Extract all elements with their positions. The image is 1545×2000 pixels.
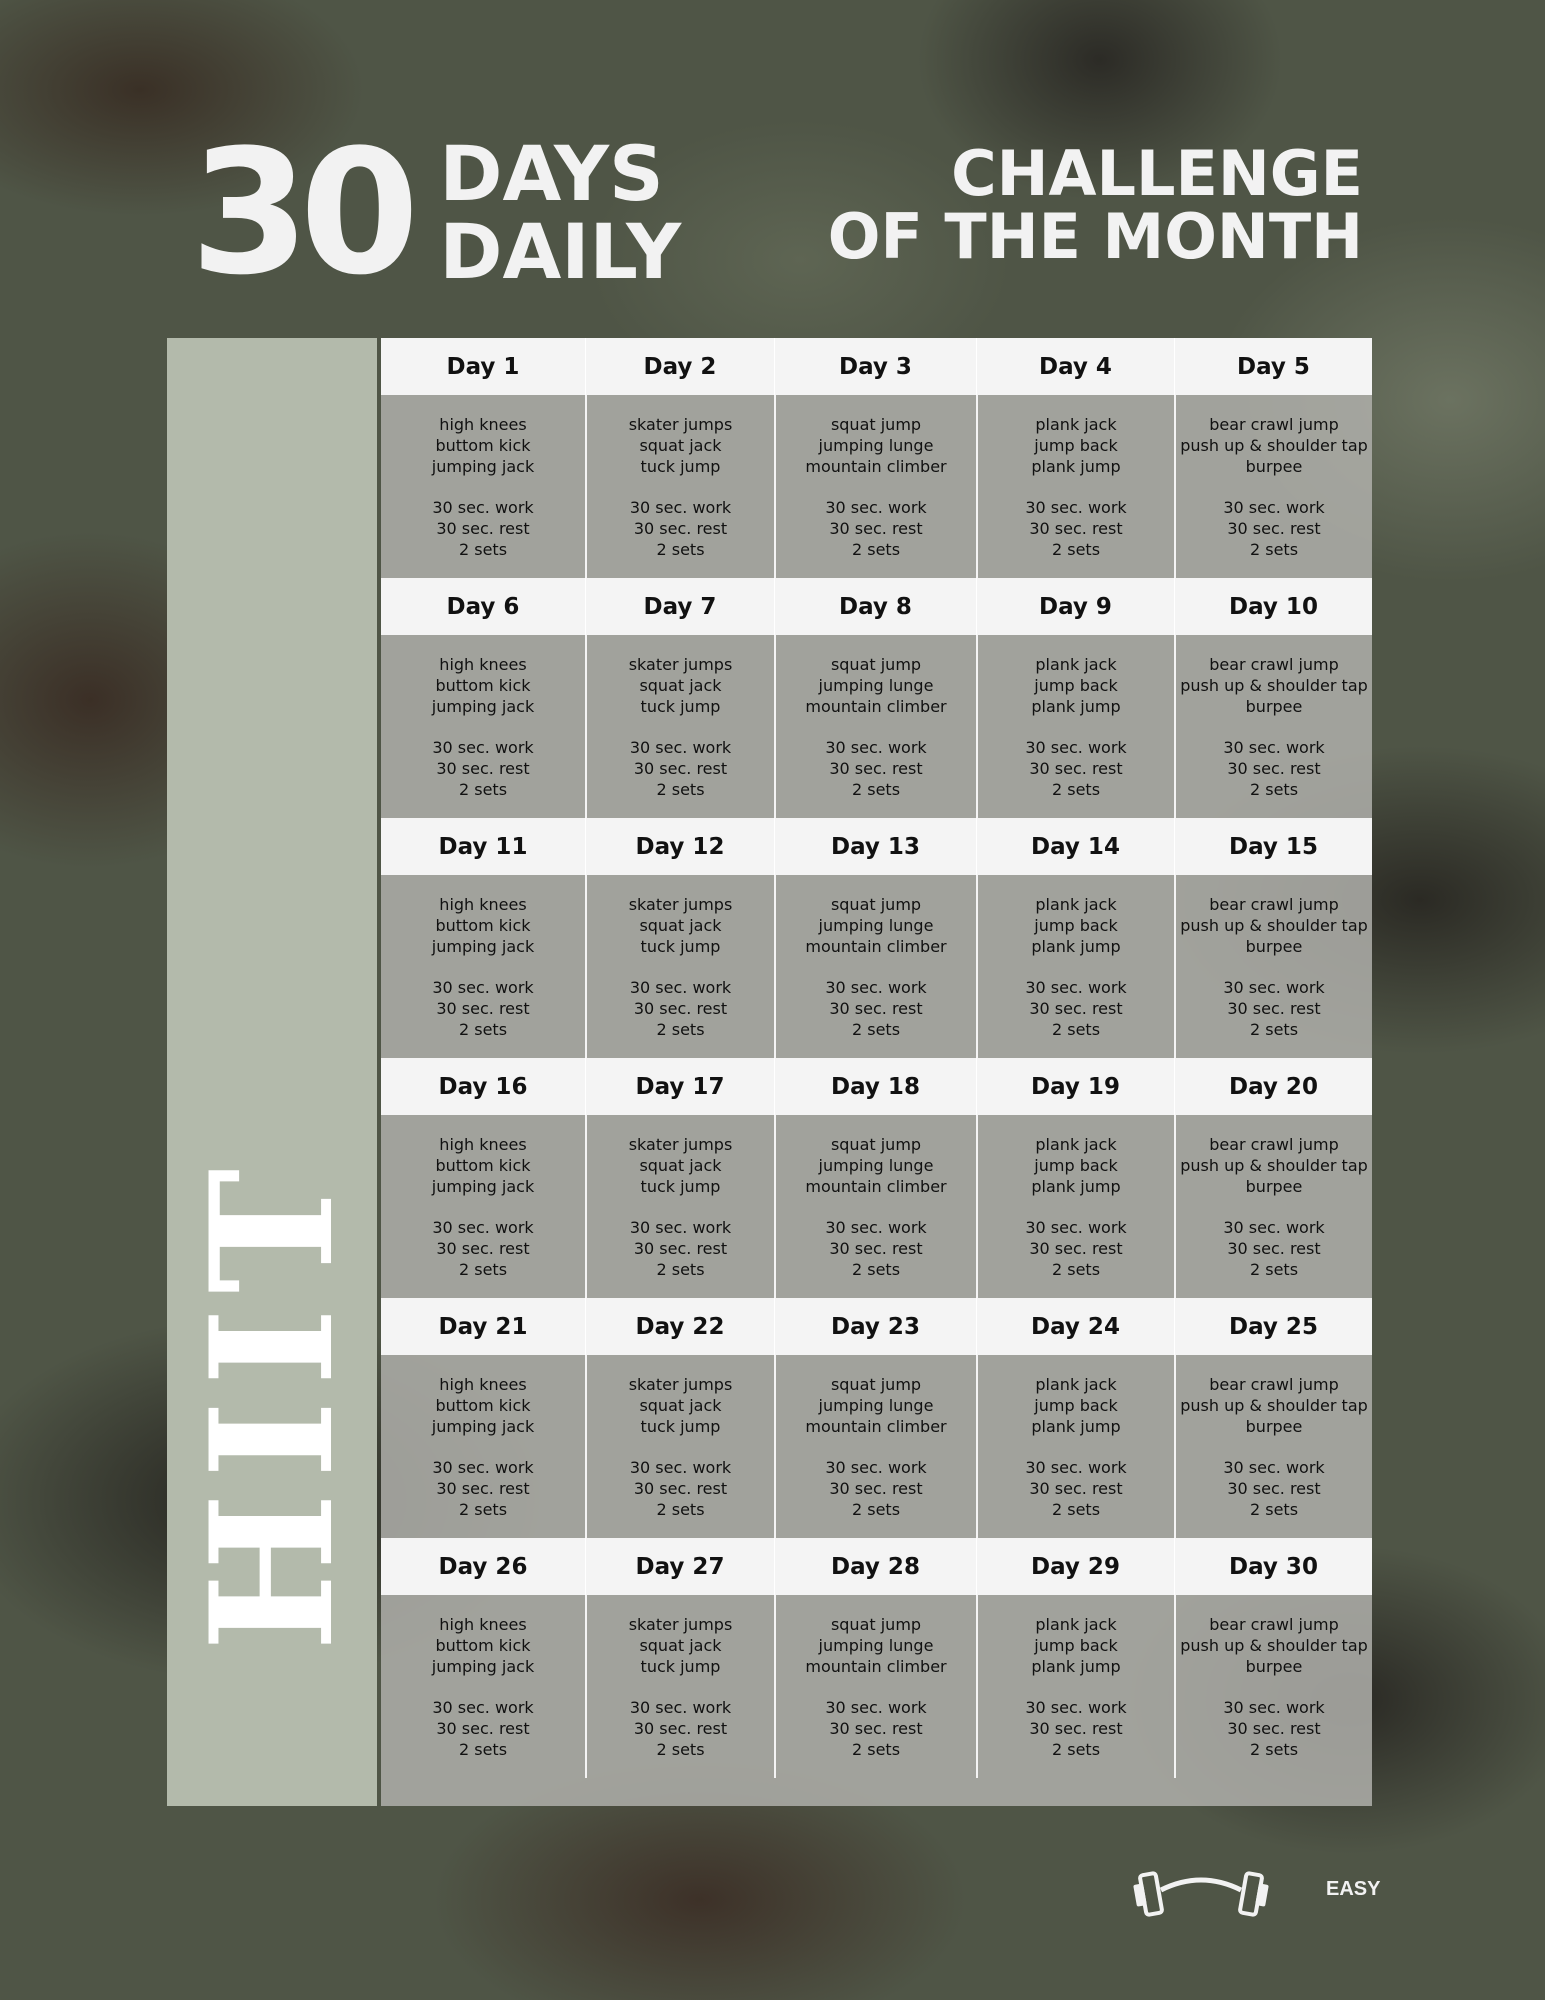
title-daily: DAILY (439, 207, 682, 296)
day-cell (585, 395, 774, 578)
schedule-line: 2 sets (656, 1739, 705, 1759)
day-header: Day 25 (1174, 1298, 1372, 1355)
day-cell (381, 875, 585, 1058)
schedule-line: 30 sec. rest (633, 998, 728, 1018)
day-cell (1174, 1115, 1372, 1298)
exercise: high knees (439, 1134, 527, 1154)
day-header: Day 24 (976, 1298, 1174, 1355)
exercise: squat jack (639, 675, 722, 695)
exercise: skater jumps (628, 1134, 733, 1154)
exercise: plank jump (1031, 696, 1121, 716)
exercise: jump back (1034, 435, 1118, 455)
day-cell (1174, 1595, 1372, 1778)
subtitle-line-2: OF THE MONTH (827, 200, 1363, 274)
schedule-line: 2 sets (1249, 1499, 1299, 1519)
day-header: Day 1 (381, 338, 585, 395)
day-header: Day 5 (1174, 338, 1372, 395)
schedule-line: 30 sec. rest (1227, 998, 1321, 1018)
exercise: jump back (1034, 1395, 1118, 1415)
exercise: tuck jump (640, 696, 721, 716)
schedule-line: 30 sec. work (1025, 1217, 1127, 1237)
exercise: squat jack (639, 435, 722, 455)
day-header: Day 12 (585, 818, 774, 875)
exercise: jump back (1034, 675, 1118, 695)
subtitle-line-1: CHALLENGE (951, 137, 1363, 210)
exercise: bear crawl jump (1209, 894, 1339, 914)
schedule-line: 30 sec. work (825, 1697, 927, 1717)
schedule-line: 2 sets (1051, 1019, 1101, 1039)
day-header: Day 19 (976, 1058, 1174, 1115)
schedule-line: 30 sec. rest (1029, 518, 1123, 538)
schedule-line: 30 sec. work (629, 977, 732, 997)
day-cell (774, 1115, 976, 1298)
exercise: push up & shoulder tap (1180, 1635, 1368, 1655)
day-header: Day 23 (774, 1298, 976, 1355)
day-cell (976, 1595, 1174, 1778)
schedule-line: 30 sec. work (1223, 1457, 1325, 1477)
schedule-line: 30 sec. work (825, 737, 927, 757)
day-cell (1174, 635, 1372, 818)
schedule-line: 30 sec. work (1025, 1697, 1127, 1717)
schedule-line: 30 sec. rest (633, 518, 728, 538)
schedule-line: 2 sets (458, 539, 508, 559)
day-cell (1174, 875, 1372, 1058)
day-header: Day 8 (774, 578, 976, 635)
schedule-line: 30 sec. rest (829, 1238, 923, 1258)
exercise: mountain climber (805, 456, 947, 476)
exercise: plank jack (1035, 1134, 1117, 1154)
schedule-line: 30 sec. work (432, 977, 534, 997)
exercise: burpee (1245, 1176, 1303, 1196)
schedule-line: 30 sec. work (432, 497, 534, 517)
schedule-line: 30 sec. work (432, 1217, 534, 1237)
exercise: bear crawl jump (1209, 414, 1339, 434)
schedule-line: 30 sec. work (825, 1457, 927, 1477)
day-header: Day 22 (585, 1298, 774, 1355)
schedule-line: 2 sets (1051, 539, 1101, 559)
workout-type-title: HIIT (173, 1154, 371, 1652)
schedule-line: 30 sec. work (825, 977, 927, 997)
title-days: DAYS (439, 129, 664, 219)
day-header: Day 14 (976, 818, 1174, 875)
schedule-line: 30 sec. work (1025, 1457, 1127, 1477)
day-cell (585, 875, 774, 1058)
title-number: 30 (190, 112, 410, 313)
day-cell (976, 1355, 1174, 1538)
exercise: plank jack (1035, 1614, 1117, 1634)
exercise: jumping lunge (818, 915, 934, 935)
schedule-line: 2 sets (1051, 1739, 1101, 1759)
exercise: skater jumps (628, 894, 733, 914)
day-header: Day 28 (774, 1538, 976, 1595)
schedule-line: 30 sec. rest (829, 1718, 923, 1738)
schedule-line: 2 sets (458, 1019, 508, 1039)
exercise: plank jump (1031, 936, 1121, 956)
exercise: jump back (1034, 1155, 1118, 1175)
exercise: burpee (1245, 456, 1303, 476)
schedule-line: 2 sets (656, 1019, 705, 1039)
day-header: Day 27 (585, 1538, 774, 1595)
day-cell (585, 1355, 774, 1538)
schedule-line: 30 sec. rest (1029, 998, 1123, 1018)
exercise: high knees (439, 1614, 527, 1634)
exercise: buttom kick (435, 675, 531, 695)
exercise: high knees (439, 894, 527, 914)
schedule-line: 2 sets (458, 779, 508, 799)
day-cell (1174, 395, 1372, 578)
exercise: push up & shoulder tap (1180, 675, 1368, 695)
day-header: Day 16 (381, 1058, 585, 1115)
exercise: skater jumps (628, 1614, 733, 1634)
day-cell (381, 395, 585, 578)
schedule-line: 30 sec. work (432, 1457, 534, 1477)
day-cell (774, 395, 976, 578)
schedule-line: 30 sec. work (1025, 977, 1127, 997)
day-header: Day 17 (585, 1058, 774, 1115)
exercise: skater jumps (628, 414, 733, 434)
day-cell (774, 875, 976, 1058)
schedule-line: 30 sec. work (1223, 497, 1325, 517)
day-cell (381, 1595, 585, 1778)
exercise: plank jump (1031, 1416, 1121, 1436)
exercise: plank jack (1035, 894, 1117, 914)
schedule-line: 30 sec. work (1223, 1697, 1325, 1717)
exercise: squat jack (639, 915, 722, 935)
schedule-line: 30 sec. rest (436, 1718, 530, 1738)
day-header: Day 30 (1174, 1538, 1372, 1595)
day-cell (381, 635, 585, 818)
exercise: high knees (439, 654, 527, 674)
exercise: burpee (1245, 696, 1303, 716)
exercise: skater jumps (628, 1374, 733, 1394)
exercise: push up & shoulder tap (1180, 1155, 1368, 1175)
schedule-line: 30 sec. rest (436, 518, 530, 538)
exercise: squat jump (830, 1134, 922, 1154)
exercise: tuck jump (640, 1656, 721, 1676)
day-cell (774, 1595, 976, 1778)
schedule-line: 30 sec. work (629, 497, 732, 517)
exercise: jump back (1034, 1635, 1118, 1655)
schedule-line: 30 sec. rest (1227, 758, 1321, 778)
exercise: jumping jack (431, 1176, 535, 1196)
schedule-line: 2 sets (458, 1739, 508, 1759)
schedule-line: 2 sets (458, 1259, 508, 1279)
exercise: bear crawl jump (1209, 1614, 1339, 1634)
exercise: plank jack (1035, 654, 1117, 674)
schedule-line: 30 sec. rest (1029, 1718, 1123, 1738)
day-header: Day 29 (976, 1538, 1174, 1595)
title-words (439, 129, 682, 296)
sidebar-panel (167, 338, 377, 1806)
exercise: jumping lunge (818, 1155, 934, 1175)
schedule-line: 30 sec. rest (633, 1478, 728, 1498)
exercise: plank jack (1035, 1374, 1117, 1394)
schedule-line: 30 sec. rest (829, 758, 923, 778)
day-header: Day 26 (381, 1538, 585, 1595)
schedule-line: 2 sets (1051, 1259, 1101, 1279)
exercise: mountain climber (805, 1176, 947, 1196)
day-cell (976, 1115, 1174, 1298)
schedule-line: 30 sec. rest (436, 1238, 530, 1258)
exercise: bear crawl jump (1209, 1134, 1339, 1154)
exercise: jumping jack (431, 456, 535, 476)
calendar-grid (381, 338, 1372, 1806)
exercise: jumping jack (431, 1416, 535, 1436)
schedule-line: 2 sets (656, 779, 705, 799)
schedule-line: 30 sec. rest (829, 518, 923, 538)
day-cell (585, 1115, 774, 1298)
exercise: mountain climber (805, 696, 947, 716)
schedule-line: 2 sets (458, 1499, 508, 1519)
schedule-line: 30 sec. rest (633, 758, 728, 778)
exercise: push up & shoulder tap (1180, 915, 1368, 935)
schedule-line: 2 sets (851, 539, 901, 559)
schedule-line: 30 sec. rest (436, 758, 530, 778)
schedule-line: 2 sets (851, 1019, 901, 1039)
exercise: squat jack (639, 1395, 722, 1415)
schedule-line: 30 sec. work (1025, 497, 1127, 517)
title-block (190, 112, 682, 313)
day-header: Day 2 (585, 338, 774, 395)
day-header: Day 10 (1174, 578, 1372, 635)
schedule-line: 30 sec. rest (1029, 1478, 1123, 1498)
exercise: jumping jack (431, 1656, 535, 1676)
exercise: plank jump (1031, 456, 1121, 476)
difficulty-label: EASY (1326, 1878, 1381, 1900)
schedule-line: 30 sec. work (629, 1457, 732, 1477)
day-header: Day 9 (976, 578, 1174, 635)
schedule-line: 2 sets (656, 539, 705, 559)
schedule-line: 30 sec. work (629, 1697, 732, 1717)
day-cell (976, 395, 1174, 578)
day-header: Day 15 (1174, 818, 1372, 875)
day-cell (381, 1355, 585, 1538)
schedule-line: 2 sets (1249, 1019, 1299, 1039)
day-header: Day 6 (381, 578, 585, 635)
barbell-icon (1133, 1866, 1269, 1926)
schedule-line: 2 sets (1051, 779, 1101, 799)
exercise: push up & shoulder tap (1180, 435, 1368, 455)
schedule-line: 2 sets (851, 1499, 901, 1519)
schedule-line: 2 sets (1249, 779, 1299, 799)
day-cell (774, 635, 976, 818)
day-header: Day 20 (1174, 1058, 1372, 1115)
exercise: jumping lunge (818, 435, 934, 455)
day-header: Day 18 (774, 1058, 976, 1115)
day-header: Day 11 (381, 818, 585, 875)
exercise: bear crawl jump (1209, 1374, 1339, 1394)
schedule-line: 30 sec. rest (1029, 758, 1123, 778)
day-cell (774, 1355, 976, 1538)
schedule-line: 2 sets (1249, 1739, 1299, 1759)
exercise: buttom kick (435, 1155, 531, 1175)
exercise: mountain climber (805, 1656, 947, 1676)
exercise: squat jump (830, 1614, 922, 1634)
exercise: squat jump (830, 1374, 922, 1394)
schedule-line: 2 sets (656, 1259, 705, 1279)
schedule-line: 30 sec. work (1223, 737, 1325, 757)
exercise: tuck jump (640, 1416, 721, 1436)
exercise: tuck jump (640, 456, 721, 476)
day-cell (585, 1595, 774, 1778)
schedule-line: 2 sets (851, 1259, 901, 1279)
exercise: buttom kick (435, 1395, 531, 1415)
exercise: jumping jack (431, 696, 535, 716)
schedule-line: 30 sec. rest (1029, 1238, 1123, 1258)
day-header: Day 13 (774, 818, 976, 875)
exercise: burpee (1245, 1656, 1303, 1676)
exercise: jumping lunge (818, 675, 934, 695)
schedule-line: 30 sec. rest (436, 1478, 530, 1498)
schedule-line: 30 sec. work (1223, 1217, 1325, 1237)
subtitle-block (827, 137, 1363, 274)
schedule-line: 2 sets (1249, 1259, 1299, 1279)
exercise: buttom kick (435, 435, 531, 455)
schedule-line: 30 sec. work (825, 497, 927, 517)
exercise: tuck jump (640, 1176, 721, 1196)
exercise: push up & shoulder tap (1180, 1395, 1368, 1415)
day-cell (585, 635, 774, 818)
day-cell (976, 635, 1174, 818)
schedule-line: 30 sec. rest (436, 998, 530, 1018)
schedule-line: 30 sec. work (432, 737, 534, 757)
schedule-line: 2 sets (656, 1499, 705, 1519)
exercise: jumping jack (431, 936, 535, 956)
exercise: jumping lunge (818, 1395, 934, 1415)
schedule-line: 2 sets (851, 779, 901, 799)
exercise: high knees (439, 414, 527, 434)
schedule-line: 2 sets (1051, 1499, 1101, 1519)
exercise: tuck jump (640, 936, 721, 956)
exercise: plank jump (1031, 1176, 1121, 1196)
exercise: skater jumps (628, 654, 733, 674)
day-header: Day 3 (774, 338, 976, 395)
schedule-line: 30 sec. work (432, 1697, 534, 1717)
schedule-line: 30 sec. work (1025, 737, 1127, 757)
day-header: Day 21 (381, 1298, 585, 1355)
schedule-line: 30 sec. work (629, 737, 732, 757)
schedule-line: 2 sets (851, 1739, 901, 1759)
schedule-line: 30 sec. rest (829, 998, 923, 1018)
schedule-line: 30 sec. rest (1227, 518, 1321, 538)
schedule-line: 30 sec. work (629, 1217, 732, 1237)
exercise: high knees (439, 1374, 527, 1394)
schedule-line: 30 sec. rest (633, 1238, 728, 1258)
exercise: plank jack (1035, 414, 1117, 434)
day-header: Day 7 (585, 578, 774, 635)
schedule-line: 30 sec. rest (829, 1478, 923, 1498)
exercise: mountain climber (805, 1416, 947, 1436)
exercise: squat jack (639, 1635, 722, 1655)
schedule-line: 30 sec. rest (633, 1718, 728, 1738)
exercise: jump back (1034, 915, 1118, 935)
schedule-line: 30 sec. rest (1227, 1718, 1321, 1738)
day-header: Day 4 (976, 338, 1174, 395)
exercise: squat jump (830, 654, 922, 674)
exercise: plank jump (1031, 1656, 1121, 1676)
exercise: jumping lunge (818, 1635, 934, 1655)
exercise: mountain climber (805, 936, 947, 956)
day-cell (381, 1115, 585, 1298)
schedule-line: 30 sec. work (825, 1217, 927, 1237)
schedule-line: 30 sec. rest (1227, 1478, 1321, 1498)
day-cell (1174, 1355, 1372, 1538)
exercise: buttom kick (435, 915, 531, 935)
exercise: squat jack (639, 1155, 722, 1175)
exercise: bear crawl jump (1209, 654, 1339, 674)
exercise: burpee (1245, 936, 1303, 956)
exercise: squat jump (830, 414, 922, 434)
schedule-line: 2 sets (1249, 539, 1299, 559)
exercise: buttom kick (435, 1635, 531, 1655)
exercise: squat jump (830, 894, 922, 914)
exercise: burpee (1245, 1416, 1303, 1436)
schedule-line: 30 sec. work (1223, 977, 1325, 997)
day-cell (976, 875, 1174, 1058)
schedule-line: 30 sec. rest (1227, 1238, 1321, 1258)
